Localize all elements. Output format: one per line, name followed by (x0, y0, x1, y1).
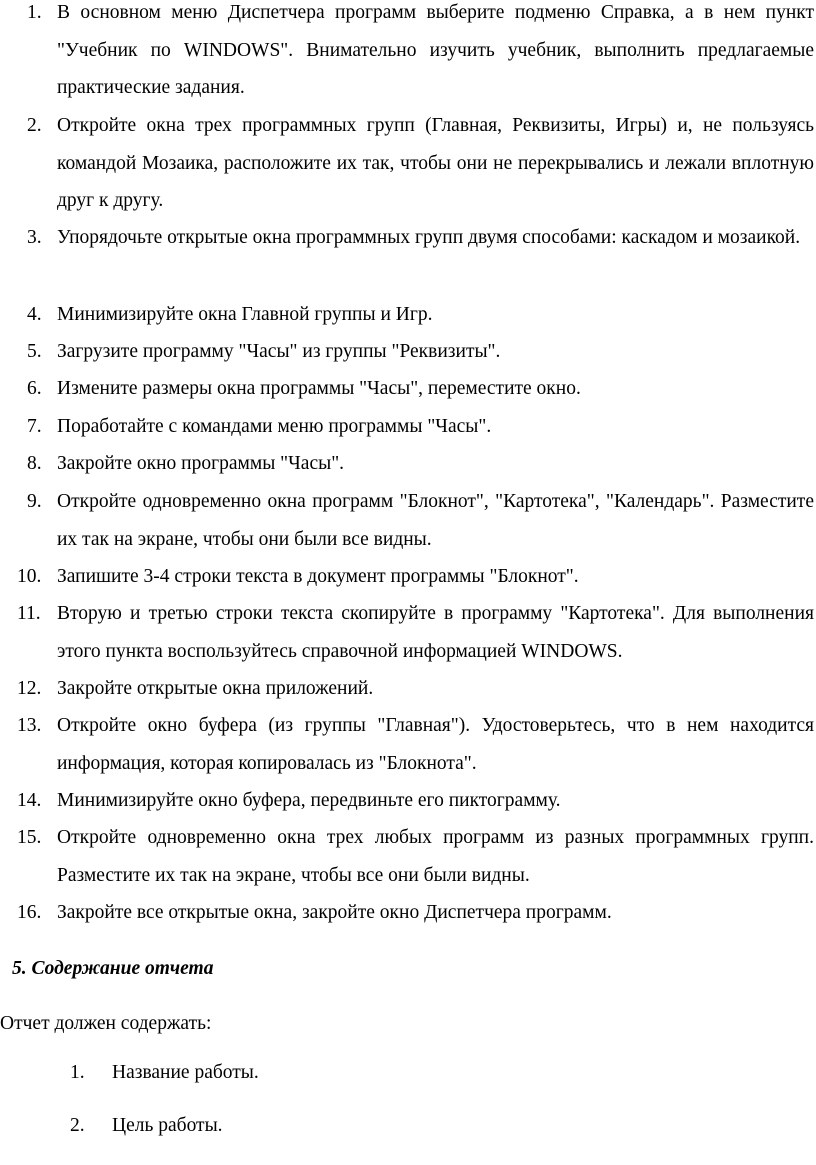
task-item (0, 782, 816, 820)
task-text: Откройте окна трех программных групп (Главная, Реквизиты, Игры) и, не пользуясь командой Мозаика, расположите их так, чтобы они не перекрывались и лежали вплотную друг к другу. (57, 115, 814, 211)
task-number: 5. (27, 341, 42, 362)
task-number: 11. (17, 603, 41, 624)
task-number: 8. (27, 453, 42, 474)
task-number: 7. (27, 416, 42, 437)
report-intro: Отчет должен содержать: (0, 1013, 212, 1034)
report-item-text: Цель работы. (112, 1115, 223, 1136)
task-item (0, 219, 816, 257)
task-text: Закройте окно программы "Часы". (57, 453, 345, 474)
report-item (70, 1115, 223, 1137)
task-item (0, 595, 816, 670)
task-item (0, 408, 816, 446)
task-item (0, 333, 816, 371)
task-text: Запишите 3-4 строки текста в документ программы "Блокнот". (57, 566, 579, 587)
task-item (0, 894, 816, 932)
task-number: 15. (17, 827, 42, 848)
task-item (0, 707, 816, 782)
task-number: 16. (17, 902, 42, 923)
report-item-number: 2. (70, 1115, 85, 1136)
task-item (0, 296, 816, 334)
section-title: 5. Содержание отчета (12, 958, 214, 979)
task-text: Откройте одновременно окна программ "Блокнот", "Картотека", "Календарь". Разместите их так на экране, чтобы они были все видны. (57, 491, 814, 550)
task-number: 2. (27, 115, 42, 136)
task-text: Закройте открытые окна приложений. (57, 678, 374, 699)
task-number: 12. (17, 678, 42, 699)
task-number: 3. (27, 227, 42, 248)
task-text: Вторую и третью строки текста скопируйте в программу "Картотека". Для выполнения этого пункта воспользуйтесь справочной информацией WINDOWS. (57, 603, 814, 662)
task-text: Минимизируйте окна Главной группы и Игр. (57, 304, 433, 325)
task-text: Упорядочьте открытые окна программных групп двумя способами: каскадом и мозаикой. (57, 227, 801, 248)
task-item (0, 819, 816, 894)
task-text: Откройте окно буфера (из группы "Главная"). Удостоверьтесь, что в нем находится информация, которая копировалась из "Блокнота". (57, 715, 814, 774)
report-item-number: 1. (70, 1062, 85, 1083)
task-item (0, 107, 816, 220)
task-text: Минимизируйте окно буфера, передвиньте его пиктограмму. (57, 790, 561, 811)
task-item (0, 0, 816, 107)
task-item (0, 445, 816, 483)
task-text: Откройте одновременно окна трех любых программ из разных программных групп. Разместите их так на экране, чтобы все они были видны. (57, 827, 814, 886)
task-number: 1. (27, 2, 42, 23)
task-number: 13. (17, 715, 42, 736)
task-number: 9. (27, 491, 42, 512)
task-number: 10. (17, 566, 42, 587)
task-item (0, 483, 816, 558)
task-text: Поработайте с командами меню программы "Часы". (57, 416, 492, 437)
report-item (70, 1062, 259, 1084)
task-number: 14. (17, 790, 42, 811)
task-item (0, 370, 816, 408)
report-item-text: Название работы. (112, 1062, 259, 1083)
task-text: Загрузите программу "Часы" из группы "Реквизиты". (57, 341, 501, 362)
task-text: В основном меню Диспетчера программ выберите подменю Справка, а в нем пункт "Учебник по WINDOWS". Внимательно изучить учебник, выполнить предлагаемые практические задания. (57, 2, 814, 98)
task-text: Закройте все открытые окна, закройте окно Диспетчера программ. (57, 902, 612, 923)
task-text: Измените размеры окна программы "Часы", переместите окно. (57, 378, 581, 399)
task-number: 4. (27, 304, 42, 325)
task-item (0, 558, 816, 596)
task-number: 6. (27, 378, 42, 399)
task-item (0, 670, 816, 708)
